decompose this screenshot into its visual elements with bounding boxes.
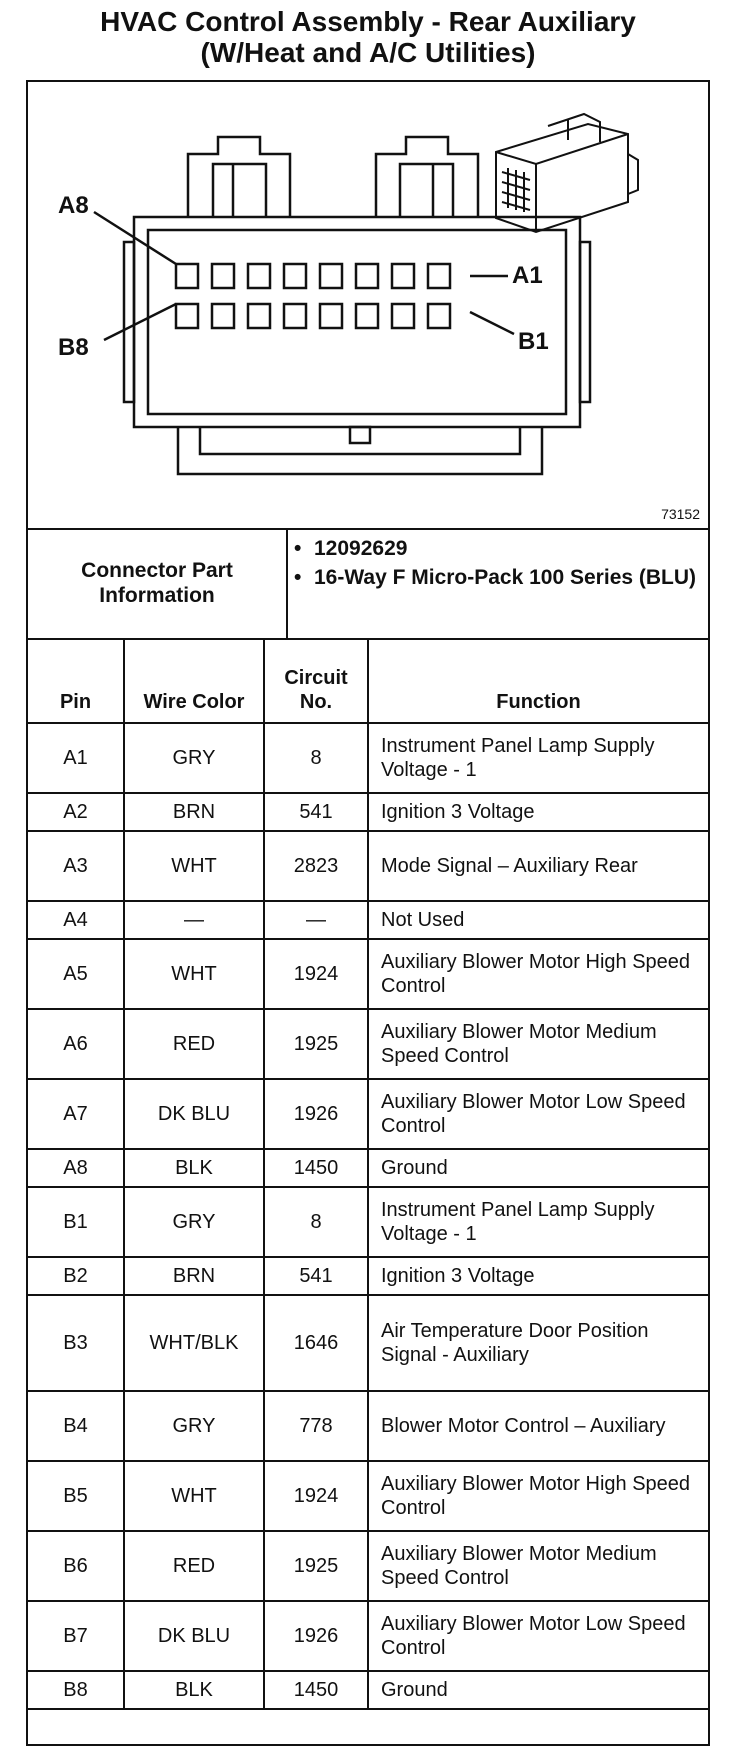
wire-color-cell: DK BLU (124, 1079, 264, 1149)
pin-cell: A6 (28, 1009, 124, 1079)
figure-number: 73152 (661, 506, 700, 522)
pin-cell: A5 (28, 939, 124, 1009)
pin-cell: A1 (28, 723, 124, 793)
connector-info-values (288, 528, 708, 638)
function-cell: Auxiliary Blower Motor High Speed Control (368, 1461, 708, 1531)
function-cell: Auxiliary Blower Motor Medium Speed Control (368, 1009, 708, 1079)
pin-cell: A7 (28, 1079, 124, 1149)
table-row (28, 1531, 708, 1601)
circuit-cell: 1924 (264, 939, 368, 1009)
circuit-cell: 778 (264, 1391, 368, 1461)
pin-cell: B6 (28, 1531, 124, 1601)
pin-cell: B3 (28, 1295, 124, 1391)
wire-color-cell: WHT (124, 939, 264, 1009)
table-row (28, 1601, 708, 1671)
function-cell: Auxiliary Blower Motor Low Speed Control (368, 1079, 708, 1149)
circuit-cell: 1924 (264, 1461, 368, 1531)
circuit-cell: 1925 (264, 1531, 368, 1601)
right-latch-outline (376, 137, 478, 217)
circuit-cell: 1450 (264, 1671, 368, 1709)
function-cell: Auxiliary Blower Motor Medium Speed Control (368, 1531, 708, 1601)
circuit-cell: 541 (264, 1257, 368, 1295)
wire-color-cell: GRY (124, 1187, 264, 1257)
connector-thumbnail (496, 114, 638, 232)
pin-cell: B1 (28, 1187, 124, 1257)
table-row (28, 1391, 708, 1461)
circuit-cell: 8 (264, 723, 368, 793)
connector-sheet (26, 80, 710, 1746)
header-circuit: Circuit No. (264, 639, 368, 723)
circuit-cell: 1450 (264, 1149, 368, 1187)
part-number: • 12092629 (314, 536, 708, 561)
header-pin: Pin (28, 639, 124, 723)
table-row (28, 1257, 708, 1295)
table-row (28, 723, 708, 793)
table-row (28, 1461, 708, 1531)
wire-color-cell: BLK (124, 1149, 264, 1187)
table-row (28, 831, 708, 901)
pin-cell: B2 (28, 1257, 124, 1295)
function-cell: Ignition 3 Voltage (368, 1257, 708, 1295)
table-row (28, 1187, 708, 1257)
function-cell: Ignition 3 Voltage (368, 793, 708, 831)
table-row (28, 1671, 708, 1709)
table-row (28, 793, 708, 831)
table-row (28, 1295, 708, 1391)
function-cell: Blower Motor Control – Auxiliary (368, 1391, 708, 1461)
wire-color-cell: WHT/BLK (124, 1295, 264, 1391)
pin-cell: B7 (28, 1601, 124, 1671)
function-cell: Not Used (368, 901, 708, 939)
pin-cell: B5 (28, 1461, 124, 1531)
label-a1: A1 (512, 262, 543, 289)
table-header (28, 639, 708, 723)
circuit-cell: 541 (264, 793, 368, 831)
wire-color-cell: GRY (124, 1391, 264, 1461)
circuit-cell: 1646 (264, 1295, 368, 1391)
circuit-cell: 1926 (264, 1601, 368, 1671)
function-cell: Instrument Panel Lamp Supply Voltage - 1 (368, 723, 708, 793)
function-cell: Auxiliary Blower Motor High Speed Control (368, 939, 708, 1009)
circuit-cell: — (264, 901, 368, 939)
circuit-cell: 1926 (264, 1079, 368, 1149)
wire-color-cell: GRY (124, 723, 264, 793)
connector-description: • 16-Way F Micro-Pack 100 Series (BLU) (314, 565, 708, 590)
document-title (0, 6, 736, 68)
wire-color-cell: BLK (124, 1671, 264, 1709)
circuit-cell: 2823 (264, 831, 368, 901)
function-cell: Mode Signal – Auxiliary Rear (368, 831, 708, 901)
wire-color-cell: BRN (124, 1257, 264, 1295)
label-b1: B1 (518, 328, 549, 355)
wire-color-cell: RED (124, 1531, 264, 1601)
table-row (28, 1149, 708, 1187)
wire-color-cell: RED (124, 1009, 264, 1079)
wire-color-cell: BRN (124, 793, 264, 831)
function-cell: Air Temperature Door Position Signal - Auxiliary (368, 1295, 708, 1391)
table-row (28, 939, 708, 1009)
function-cell: Auxiliary Blower Motor Low Speed Control (368, 1601, 708, 1671)
header-wire-color: Wire Color (124, 639, 264, 723)
label-a8: A8 (58, 192, 89, 219)
wire-color-cell: — (124, 901, 264, 939)
function-cell: Ground (368, 1671, 708, 1709)
header-function: Function (368, 639, 708, 723)
pin-table (28, 638, 708, 1710)
title-line-2: (W/Heat and A/C Utilities) (200, 37, 536, 68)
table-row (28, 1009, 708, 1079)
pin-cell: A3 (28, 831, 124, 901)
function-cell: Ground (368, 1149, 708, 1187)
connector-info-label: Connector Part Information (28, 528, 288, 638)
table-row (28, 1079, 708, 1149)
pin-cavities (176, 264, 450, 328)
pin-cell: A4 (28, 901, 124, 939)
left-latch-outline (188, 137, 290, 217)
label-b8: B8 (58, 334, 89, 361)
pin-cell: B4 (28, 1391, 124, 1461)
title-line-1: HVAC Control Assembly - Rear Auxiliary (100, 6, 636, 37)
function-cell: Instrument Panel Lamp Supply Voltage - 1 (368, 1187, 708, 1257)
connector-diagram (28, 82, 708, 530)
wire-color-cell: WHT (124, 1461, 264, 1531)
pin-cell: B8 (28, 1671, 124, 1709)
connector-part-info (28, 528, 708, 640)
circuit-cell: 1925 (264, 1009, 368, 1079)
circuit-cell: 8 (264, 1187, 368, 1257)
pin-cell: A2 (28, 793, 124, 831)
wire-color-cell: DK BLU (124, 1601, 264, 1671)
table-row (28, 901, 708, 939)
connector-drawing (28, 82, 708, 528)
wire-color-cell: WHT (124, 831, 264, 901)
pin-cell: A8 (28, 1149, 124, 1187)
